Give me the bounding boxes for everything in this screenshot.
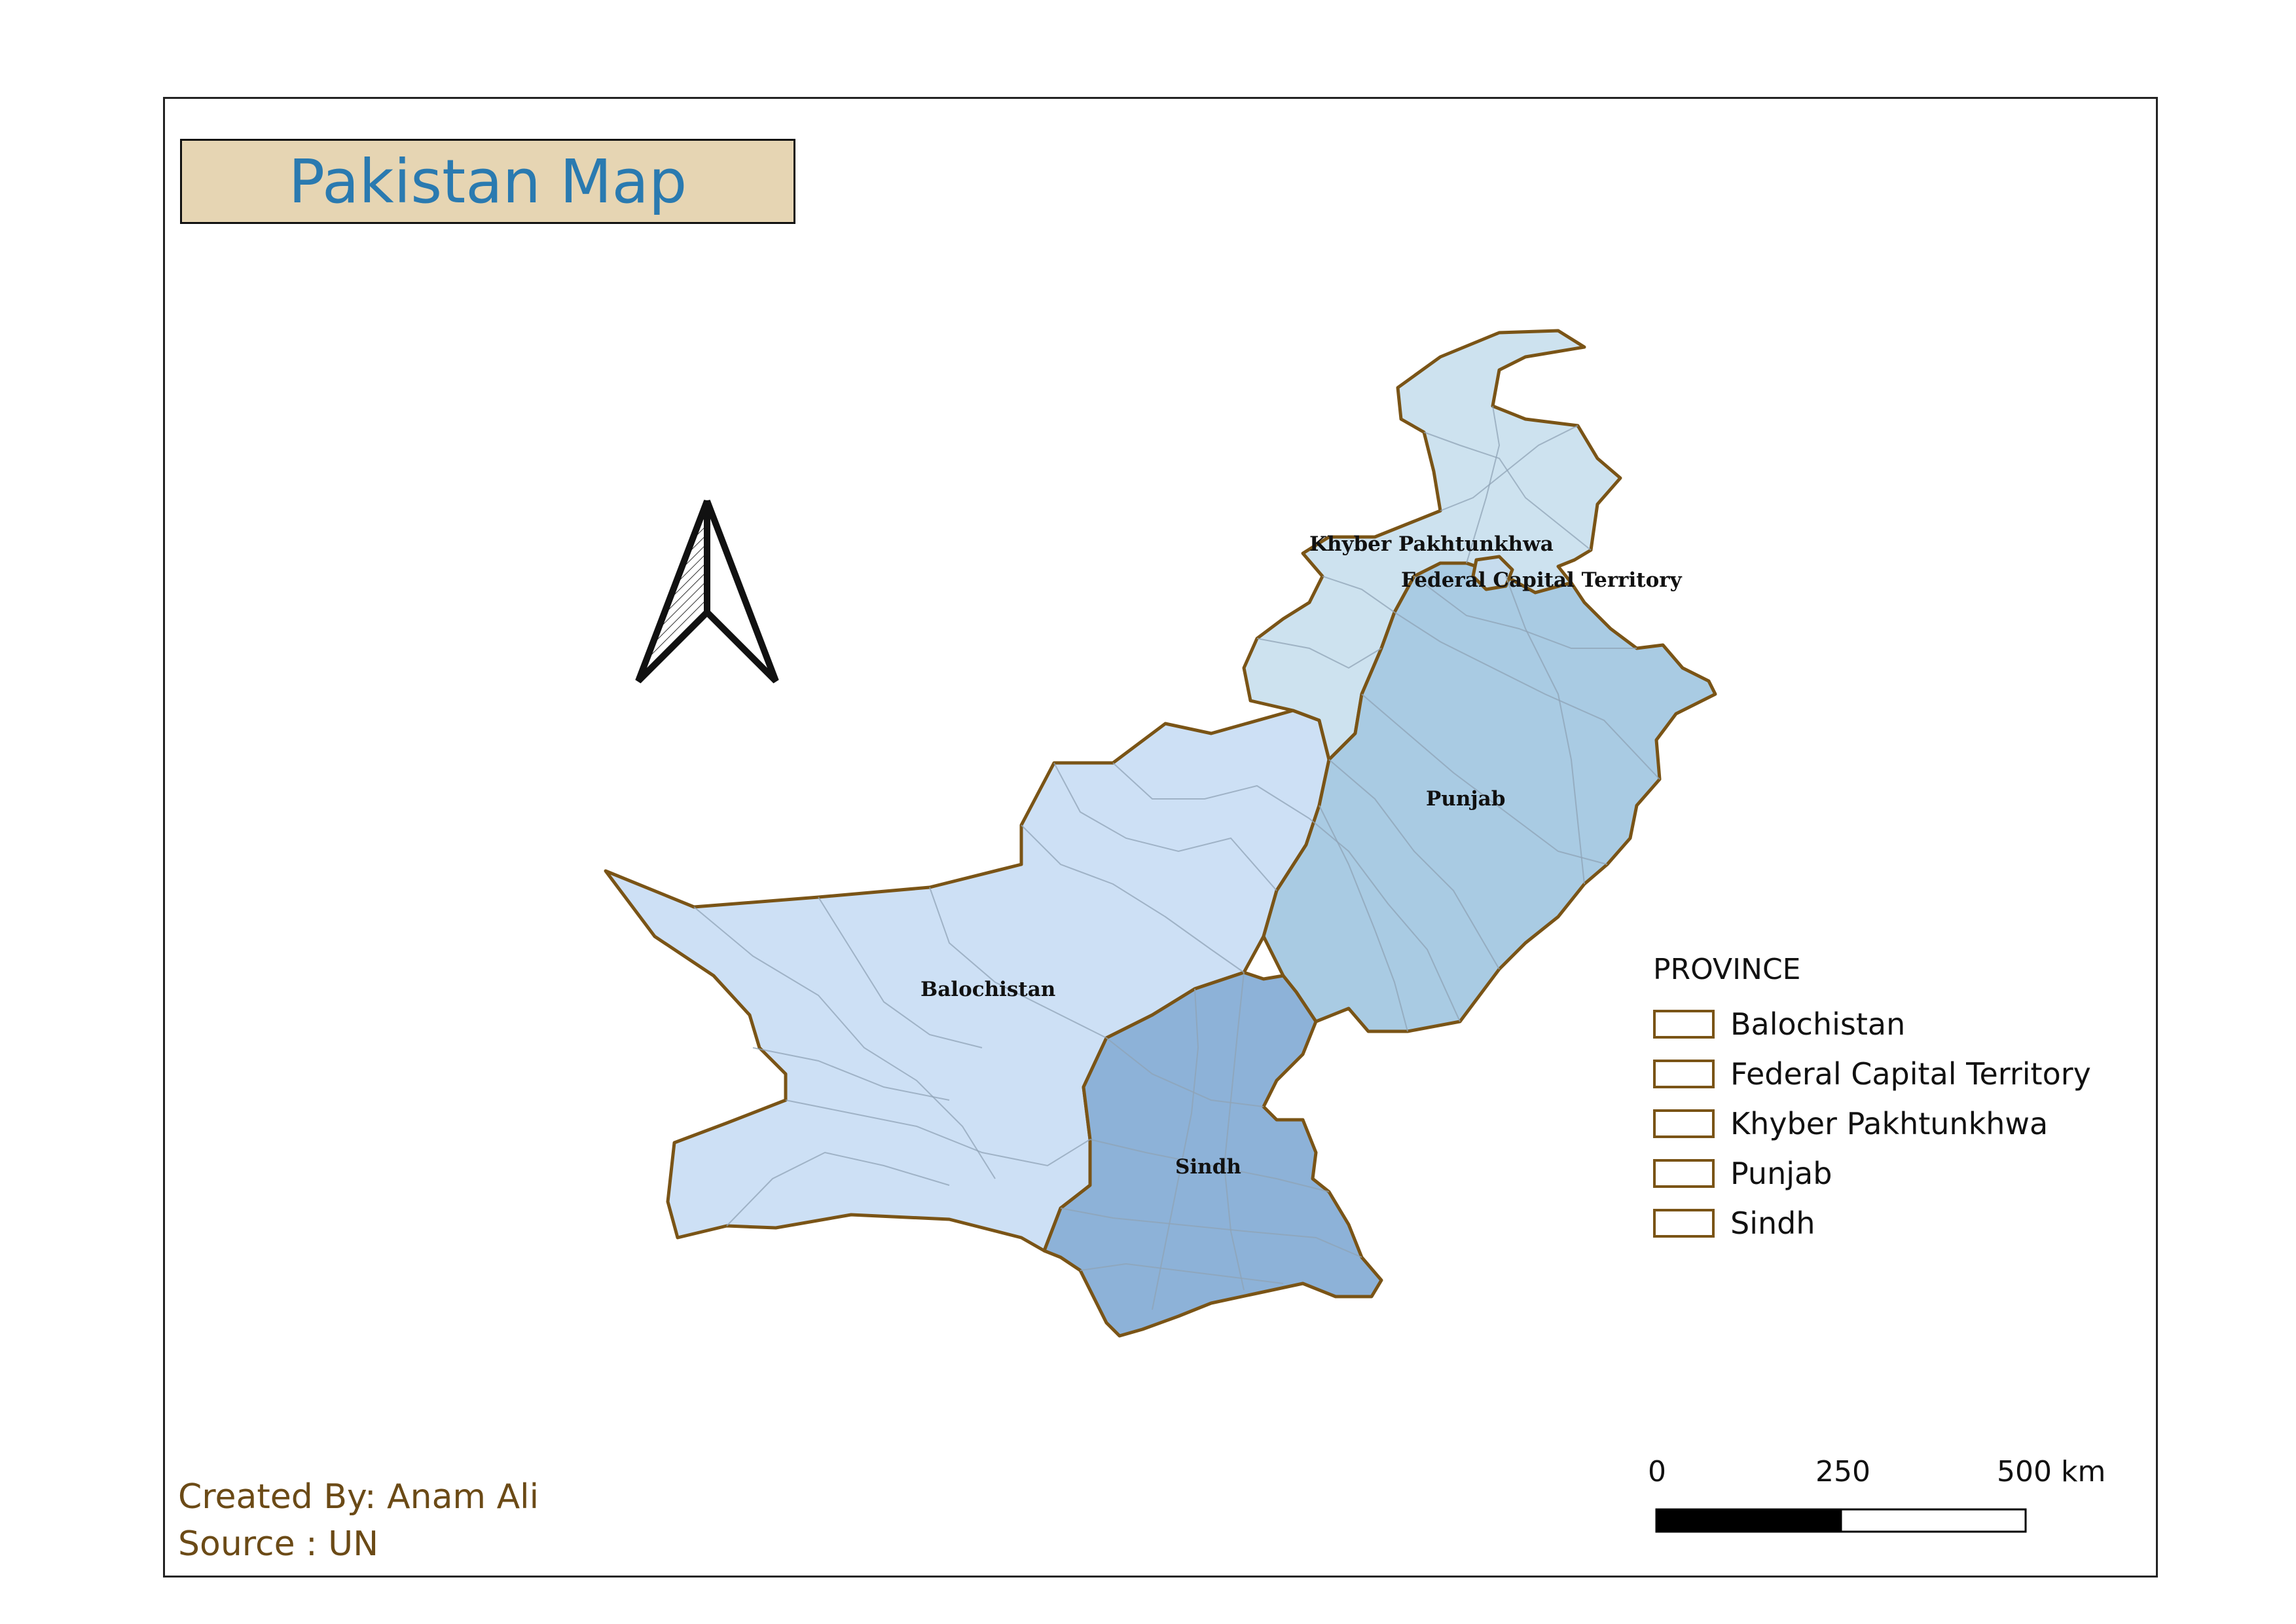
label-punjab: Punjab	[1426, 787, 1506, 811]
legend-swatch	[1653, 1109, 1715, 1138]
legend-item	[1653, 1099, 2091, 1149]
legend-swatch	[1653, 1060, 1715, 1088]
label-khyber-pakhtunkhwa: Khyber Pakhtunkhwa	[1309, 532, 1554, 556]
legend-item	[1653, 1049, 2091, 1099]
legend-item	[1653, 1149, 2091, 1198]
credits	[178, 1473, 539, 1568]
label-federal-capital-territory: Federal Capital Territory	[1401, 568, 1682, 592]
legend-label: Punjab	[1730, 1156, 1832, 1191]
legend-item	[1653, 999, 2091, 1049]
scale-bar	[1648, 1455, 2105, 1532]
scale-label-0: 0	[1648, 1455, 1666, 1488]
label-sindh: Sindh	[1175, 1155, 1241, 1179]
scale-bar-segment-white	[1841, 1509, 2026, 1532]
legend-item	[1653, 1198, 2091, 1248]
source-text: Source : UN	[178, 1524, 379, 1564]
legend-label: Balochistan	[1730, 1006, 1906, 1042]
created-by-text: Created By: Anam Ali	[178, 1477, 539, 1517]
north-arrow-icon	[638, 501, 776, 681]
legend-label: Sindh	[1730, 1206, 1815, 1241]
scale-bar-segment-black	[1656, 1509, 1841, 1532]
scale-label-500km: 500 km	[1997, 1455, 2106, 1488]
legend-swatch	[1653, 1159, 1715, 1188]
legend-title: PROVINCE	[1653, 953, 1801, 986]
legend	[1653, 953, 2091, 1248]
legend-swatch	[1653, 1209, 1715, 1238]
legend-label: Khyber Pakhtunkhwa	[1730, 1106, 2049, 1141]
label-balochistan: Balochistan	[920, 978, 1056, 1001]
map-title: Pakistan Map	[288, 146, 687, 217]
legend-swatch	[1653, 1010, 1715, 1039]
legend-label: Federal Capital Territory	[1730, 1056, 2091, 1092]
scale-label-250: 250	[1815, 1455, 1870, 1488]
